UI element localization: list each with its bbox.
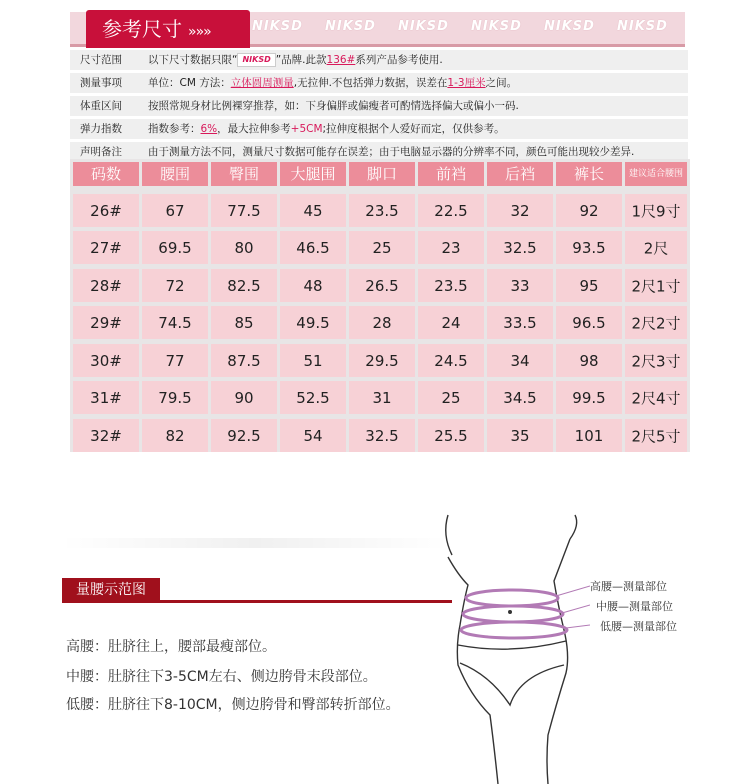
table-cell [625, 194, 687, 227]
table-cell [142, 269, 208, 302]
header-arrows: »»» [188, 24, 211, 40]
table-cell [73, 231, 139, 264]
table-header-cell: 后裆 [487, 162, 553, 186]
left-arm-outline [446, 515, 452, 555]
info-text [142, 96, 688, 116]
table-cell [418, 194, 484, 227]
pointer-line-high [556, 586, 590, 596]
table-cell-value: 23 [441, 238, 461, 257]
table-cell-value: 29.5 [365, 351, 399, 370]
table-cell [280, 419, 346, 452]
table-header-cell: 大腿围 [280, 162, 346, 186]
table-cell [73, 194, 139, 227]
table-cell [73, 419, 139, 452]
table-cell-value: 79.5 [158, 388, 192, 407]
table-cell [211, 269, 277, 302]
table-cell [556, 381, 622, 414]
text-fragment: ”品牌.此款 [275, 54, 327, 66]
table-cell-value: 35 [510, 426, 530, 445]
highlight-text: +5CM [290, 123, 323, 135]
table-cell-value: 67 [165, 201, 185, 220]
table-cell-value: 52.5 [296, 388, 330, 407]
table-cell [142, 306, 208, 339]
table-cell-value: 26.5 [365, 276, 399, 295]
table-cell [418, 381, 484, 414]
table-cell-value: 80 [234, 238, 254, 257]
table-cell-value: 33.5 [503, 313, 537, 332]
desc-text: 肚脐往下3-5CM左右、侧边胯骨末段部位。 [108, 669, 377, 685]
right-torso-outline [547, 539, 570, 784]
info-label: 尺寸范围 [80, 54, 122, 66]
table-cell [349, 194, 415, 227]
desc-label: 低腰： [66, 697, 108, 713]
table-cell-value: 98 [579, 351, 599, 370]
table-cell [349, 231, 415, 264]
table-header-cell: 脚口 [349, 162, 415, 186]
table-cell [211, 306, 277, 339]
table-cell-value: 77 [165, 351, 185, 370]
table-cell-value: 34 [510, 351, 530, 370]
table-cell [349, 381, 415, 414]
highlight-text: 立体圆周测量 [230, 77, 294, 89]
table-header-cell: 前裆 [418, 162, 484, 186]
table-cell [280, 231, 346, 264]
table-cell [556, 419, 622, 452]
info-row [70, 73, 688, 93]
table-header-cell: 臀围 [211, 162, 277, 186]
table-cell-value: 32 [510, 201, 530, 220]
table-cell-value: 99.5 [572, 388, 606, 407]
table-cell-value: 25 [372, 238, 392, 257]
table-cell [487, 419, 553, 452]
info-label: 声明备注 [80, 146, 122, 158]
desc-mid-waist [66, 666, 377, 686]
table-cell [280, 381, 346, 414]
table-cell [280, 306, 346, 339]
low-waist-line [461, 622, 567, 638]
brand-watermark: NIKSD [325, 19, 376, 34]
text-fragment: 按照常规身材比例裸穿推荐，如：下身偏胖或偏瘦者可酌情选择偏大或偏小一码. [148, 100, 519, 112]
table-cell [487, 269, 553, 302]
text-fragment: ;拉伸度根据个人爱好而定，仅供参考。 [322, 123, 505, 135]
table-cell-value: 82 [165, 426, 185, 445]
table-cell [625, 269, 687, 302]
table-cell [211, 419, 277, 452]
right-arm-outline [570, 515, 577, 539]
table-cell-value: 23.5 [365, 201, 399, 220]
table-cell-value: 101 [574, 426, 604, 445]
desc-text: 肚脐往上，腰部最瘦部位。 [108, 639, 276, 655]
table-cell [418, 269, 484, 302]
table-cell [73, 269, 139, 302]
table-cell-value: 27# [90, 238, 122, 257]
table-cell [349, 344, 415, 377]
table-cell-value: 49.5 [296, 313, 330, 332]
table-cell-value: 69.5 [158, 238, 192, 257]
table-cell-value: 30# [90, 351, 122, 370]
table-cell [625, 344, 687, 377]
info-row [70, 96, 688, 116]
table-header-cell: 码数 [73, 162, 139, 186]
table-cell [142, 231, 208, 264]
table-cell [625, 381, 687, 414]
highlight-text: 1-3厘米 [447, 77, 486, 89]
pointer-line-mid [562, 605, 590, 613]
table-cell [487, 231, 553, 264]
table-cell-value: 95 [579, 276, 599, 295]
table-cell [625, 306, 687, 339]
desc-high-waist [66, 636, 276, 656]
table-cell [487, 194, 553, 227]
table-cell [142, 194, 208, 227]
desc-text: 肚脐往下8-10CM，侧边胯骨和臀部转折部位。 [108, 697, 400, 713]
table-cell [418, 419, 484, 452]
high-waist-line [466, 590, 558, 606]
table-cell-value: 24.5 [434, 351, 468, 370]
highlight-text: 6% [200, 123, 218, 135]
table-cell [349, 419, 415, 452]
table-cell [211, 344, 277, 377]
table-cell-value: 2尺 [643, 239, 669, 257]
table-cell [556, 194, 622, 227]
table-cell [142, 381, 208, 414]
table-cell-value: 32.5 [365, 426, 399, 445]
table-cell-value: 46.5 [296, 238, 330, 257]
table-cell [418, 306, 484, 339]
table-cell-value: 33 [510, 276, 530, 295]
table-cell [625, 231, 687, 264]
brand-watermark: NIKSD [617, 19, 668, 34]
info-label: 测量事项 [80, 77, 122, 89]
brand-watermark: NIKSD [398, 19, 449, 34]
table-cell [625, 419, 687, 452]
table-cell [142, 344, 208, 377]
table-cell [487, 306, 553, 339]
table-cell-value: 2尺1寸 [631, 277, 681, 295]
table-cell-value: 25 [441, 388, 461, 407]
table-cell-value: 25.5 [434, 426, 468, 445]
table-cell-value: 34.5 [503, 388, 537, 407]
info-label: 体重区间 [80, 100, 122, 112]
table-cell-value: 77.5 [227, 201, 261, 220]
table-cell [349, 306, 415, 339]
panty-waistband [458, 641, 566, 649]
table-cell [487, 381, 553, 414]
text-fragment: 之间。 [485, 77, 518, 89]
table-cell-value: 24 [441, 313, 461, 332]
text-fragment: 以下尺寸数据只限“ [148, 54, 238, 66]
info-text [142, 50, 688, 70]
table-cell-value: 85 [234, 313, 254, 332]
table-cell [73, 306, 139, 339]
table-cell-value: 2尺4寸 [631, 389, 681, 407]
table-cell-value: 22.5 [434, 201, 468, 220]
text-fragment: 单位：CM 方法： [148, 77, 231, 89]
text-fragment: 指数参考： [148, 123, 201, 135]
info-text [142, 73, 688, 93]
table-cell-value: 87.5 [227, 351, 261, 370]
text-fragment: 系列产品参考使用. [355, 54, 443, 66]
section-title-size-reference [86, 10, 250, 48]
table-cell [349, 269, 415, 302]
text-fragment: ，最大拉伸参考 [217, 123, 291, 135]
table-cell-value: 92.5 [227, 426, 261, 445]
table-cell-value: 26# [90, 201, 122, 220]
desc-label: 中腰： [66, 669, 108, 685]
table-cell-value: 2尺3寸 [631, 352, 681, 370]
table-cell-value: 32.5 [503, 238, 537, 257]
table-cell [280, 269, 346, 302]
divider-shadow [60, 538, 450, 548]
table-cell-value: 29# [90, 313, 122, 332]
desc-low-waist [66, 694, 400, 714]
waist-section-title: 量腰示范图 [62, 578, 160, 603]
table-cell-value: 48 [303, 276, 323, 295]
table-header-cell: 建议适合腰围 [625, 162, 687, 186]
table-cell-value: 2尺2寸 [631, 314, 681, 332]
table-cell-value: 31 [372, 388, 392, 407]
table-cell-value: 31# [90, 388, 122, 407]
table-cell [73, 381, 139, 414]
brand-watermark: NIKSD [252, 19, 303, 34]
desc-label: 高腰： [66, 639, 108, 655]
mid-waist-line [463, 606, 563, 622]
table-cell [280, 194, 346, 227]
table-cell-value: 23.5 [434, 276, 468, 295]
table-cell-value: 74.5 [158, 313, 192, 332]
diagram-label-mid: 中腰—测量部位 [596, 600, 673, 613]
brand-logo: NIKSD [237, 53, 275, 67]
table-cell-value: 45 [303, 201, 323, 220]
size-table [70, 159, 690, 452]
table-cell-value: 32# [90, 426, 122, 445]
table-cell [142, 419, 208, 452]
table-cell [556, 269, 622, 302]
table-cell-value: 90 [234, 388, 254, 407]
text-fragment: ,无拉伸.不包括弹力数据，误差在 [293, 77, 448, 89]
table-cell-value: 72 [165, 276, 185, 295]
pointer-line-low [566, 625, 590, 628]
table-cell [556, 306, 622, 339]
info-text [142, 119, 688, 139]
table-cell [418, 344, 484, 377]
table-cell-value: 93.5 [572, 238, 606, 257]
table-cell-value: 1尺9寸 [631, 202, 681, 220]
table-cell [418, 231, 484, 264]
table-cell [211, 381, 277, 414]
table-cell-value: 96.5 [572, 313, 606, 332]
info-row [70, 50, 688, 70]
table-cell [73, 344, 139, 377]
navel-dot [508, 610, 512, 614]
info-list [70, 50, 688, 165]
table-cell-value: 2尺5寸 [631, 427, 681, 445]
header-title: 参考尺寸 [102, 17, 182, 41]
brand-watermark: NIKSD [544, 19, 595, 34]
table-cell [556, 344, 622, 377]
diagram-label-low: 低腰—测量部位 [600, 620, 677, 633]
table-cell [280, 344, 346, 377]
table-cell [211, 194, 277, 227]
table-cell-value: 54 [303, 426, 323, 445]
table-cell-value: 28# [90, 276, 122, 295]
brand-watermark: NIKSD [471, 19, 522, 34]
table-cell-value: 28 [372, 313, 392, 332]
table-cell-value: 51 [303, 351, 323, 370]
info-row [70, 119, 688, 139]
table-cell [556, 231, 622, 264]
table-cell [211, 231, 277, 264]
table-cell-value: 92 [579, 201, 599, 220]
table-cell [487, 344, 553, 377]
highlight-text: 136# [326, 54, 356, 66]
table-cell-value: 82.5 [227, 276, 261, 295]
diagram-label-high: 高腰—测量部位 [590, 580, 667, 593]
table-header-cell: 裤长 [556, 162, 622, 186]
info-label: 弹力指数 [80, 123, 122, 135]
table-header-cell: 腰围 [142, 162, 208, 186]
text-fragment: 由于测量方法不同，测量尺寸数据可能存在误差；由于电脑显示器的分辨率不同，颜色可能出现较少差异. [148, 146, 635, 158]
waist-diagram-figure [430, 505, 590, 784]
